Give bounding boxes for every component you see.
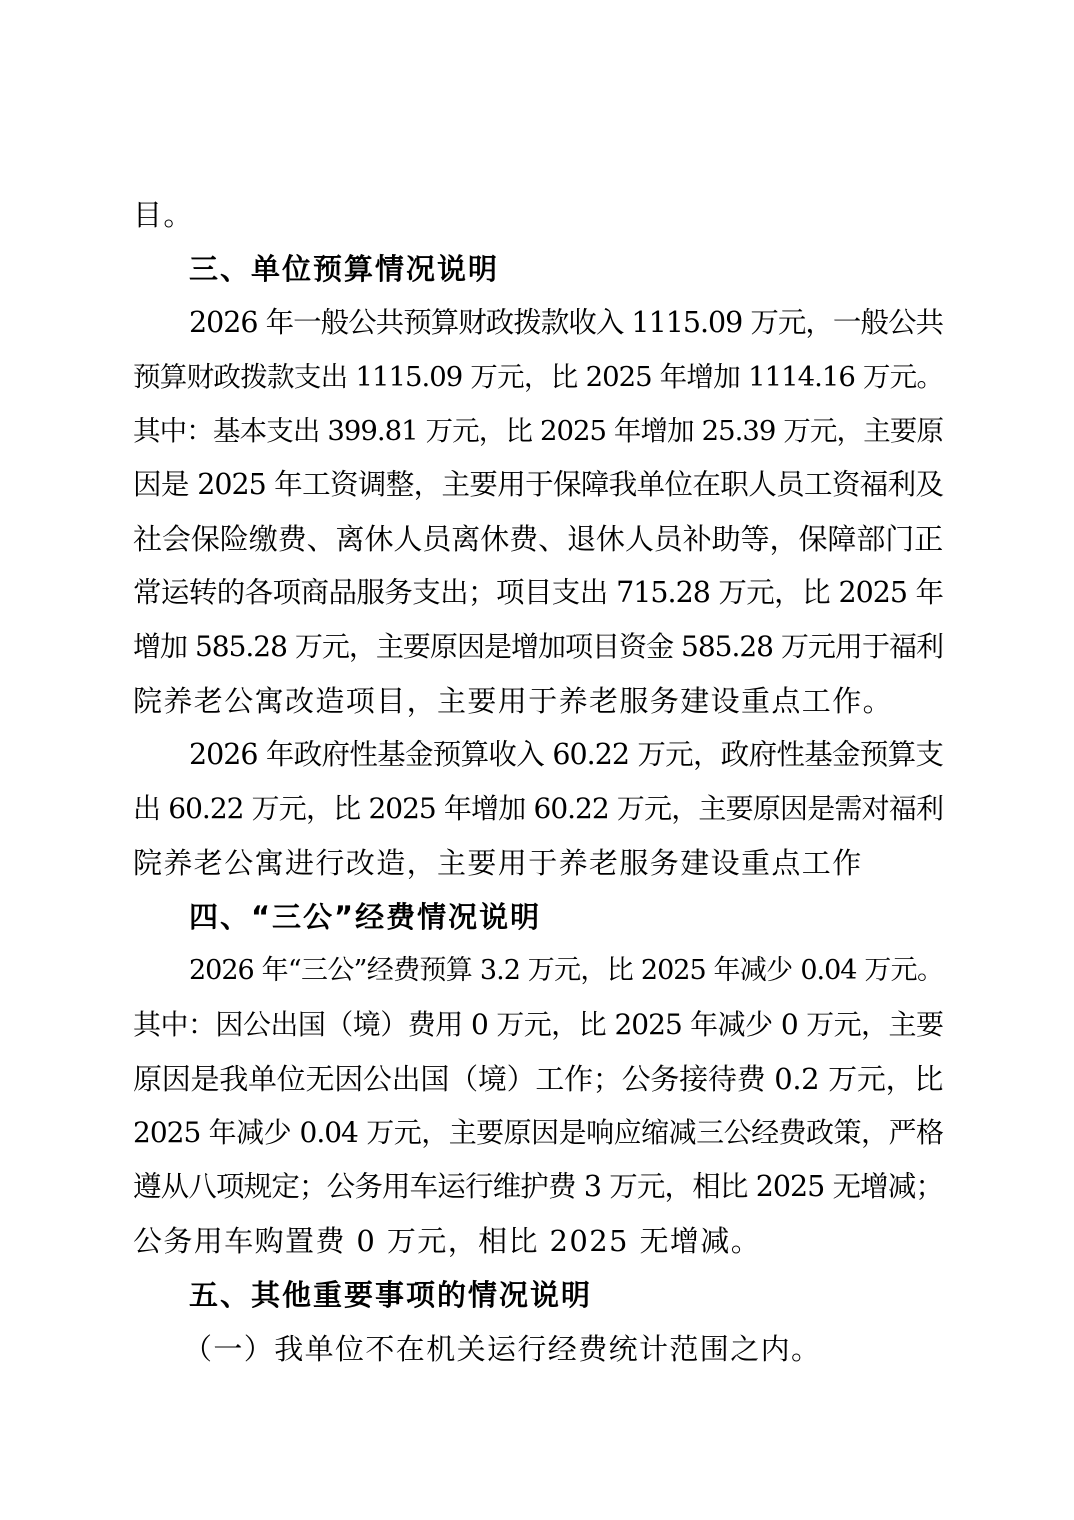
paragraph-line: 预算财政拨款支出 1115.09 万元，比 2025 年增加 1114.16 万元。: [133, 361, 943, 393]
document-page: [133, 188, 943, 1376]
paragraph-line: 其中：基本支出 399.81 万元，比 2025 年增加 25.39 万元，主要原: [133, 415, 943, 447]
section-heading-3: 三、单位预算情况说明: [189, 252, 500, 286]
paragraph-line: 2025 年减少 0.04 万元，主要原因是响应缩减三公经费政策，严格: [133, 1116, 943, 1149]
section-heading-4: 四、“三公”经费情况说明: [189, 900, 542, 934]
paragraph-line: 遵从八项规定；公务用车运行维护费 3 万元，相比 2025 无增减；: [133, 1170, 943, 1203]
paragraph-line: 其中：因公出国（境）费用 0 万元，比 2025 年减少 0 万元，主要: [133, 1008, 943, 1041]
paragraph-line: 2026 年政府性基金预算收入 60.22 万元，政府性基金预算支: [189, 738, 943, 771]
paragraph-line: 原因是我单位无因公出国（境）工作；公务接待费 0.2 万元，比: [133, 1062, 943, 1096]
section-heading-5: 五、其他重要事项的情况说明: [189, 1278, 593, 1312]
paragraph-line: 因是 2025 年工资调整，主要用于保障我单位在职人员工资福利及: [133, 468, 943, 501]
paragraph-line: 社会保险缴费、离休人员离休费、退休人员补助等，保障部门正: [133, 522, 943, 556]
paragraph-line: 院养老公寓改造项目，主要用于养老服务建设重点工作。: [133, 684, 894, 718]
paragraph-line: 出 60.22 万元，比 2025 年增加 60.22 万元，主要原因是需对福利: [133, 792, 943, 825]
paragraph-line: （一）我单位不在机关运行经费统计范围之内。: [183, 1332, 822, 1366]
paragraph-line: 公务用车购置费 0 万元，相比 2025 无增减。: [133, 1224, 762, 1258]
paragraph-line: 目。: [133, 198, 194, 232]
paragraph-line: 2026 年“三公”经费预算 3.2 万元，比 2025 年减少 0.04 万元。: [189, 955, 943, 986]
paragraph-line: 增加 585.28 万元，主要原因是增加项目资金 585.28 万元用于福利: [133, 630, 943, 663]
paragraph-line: 常运转的各项商品服务支出；项目支出 715.28 万元，比 2025 年: [133, 576, 943, 609]
paragraph-line: 2026 年一般公共预算财政拨款收入 1115.09 万元，一般公共: [189, 306, 943, 339]
paragraph-line: 院养老公寓进行改造，主要用于养老服务建设重点工作: [133, 846, 863, 880]
